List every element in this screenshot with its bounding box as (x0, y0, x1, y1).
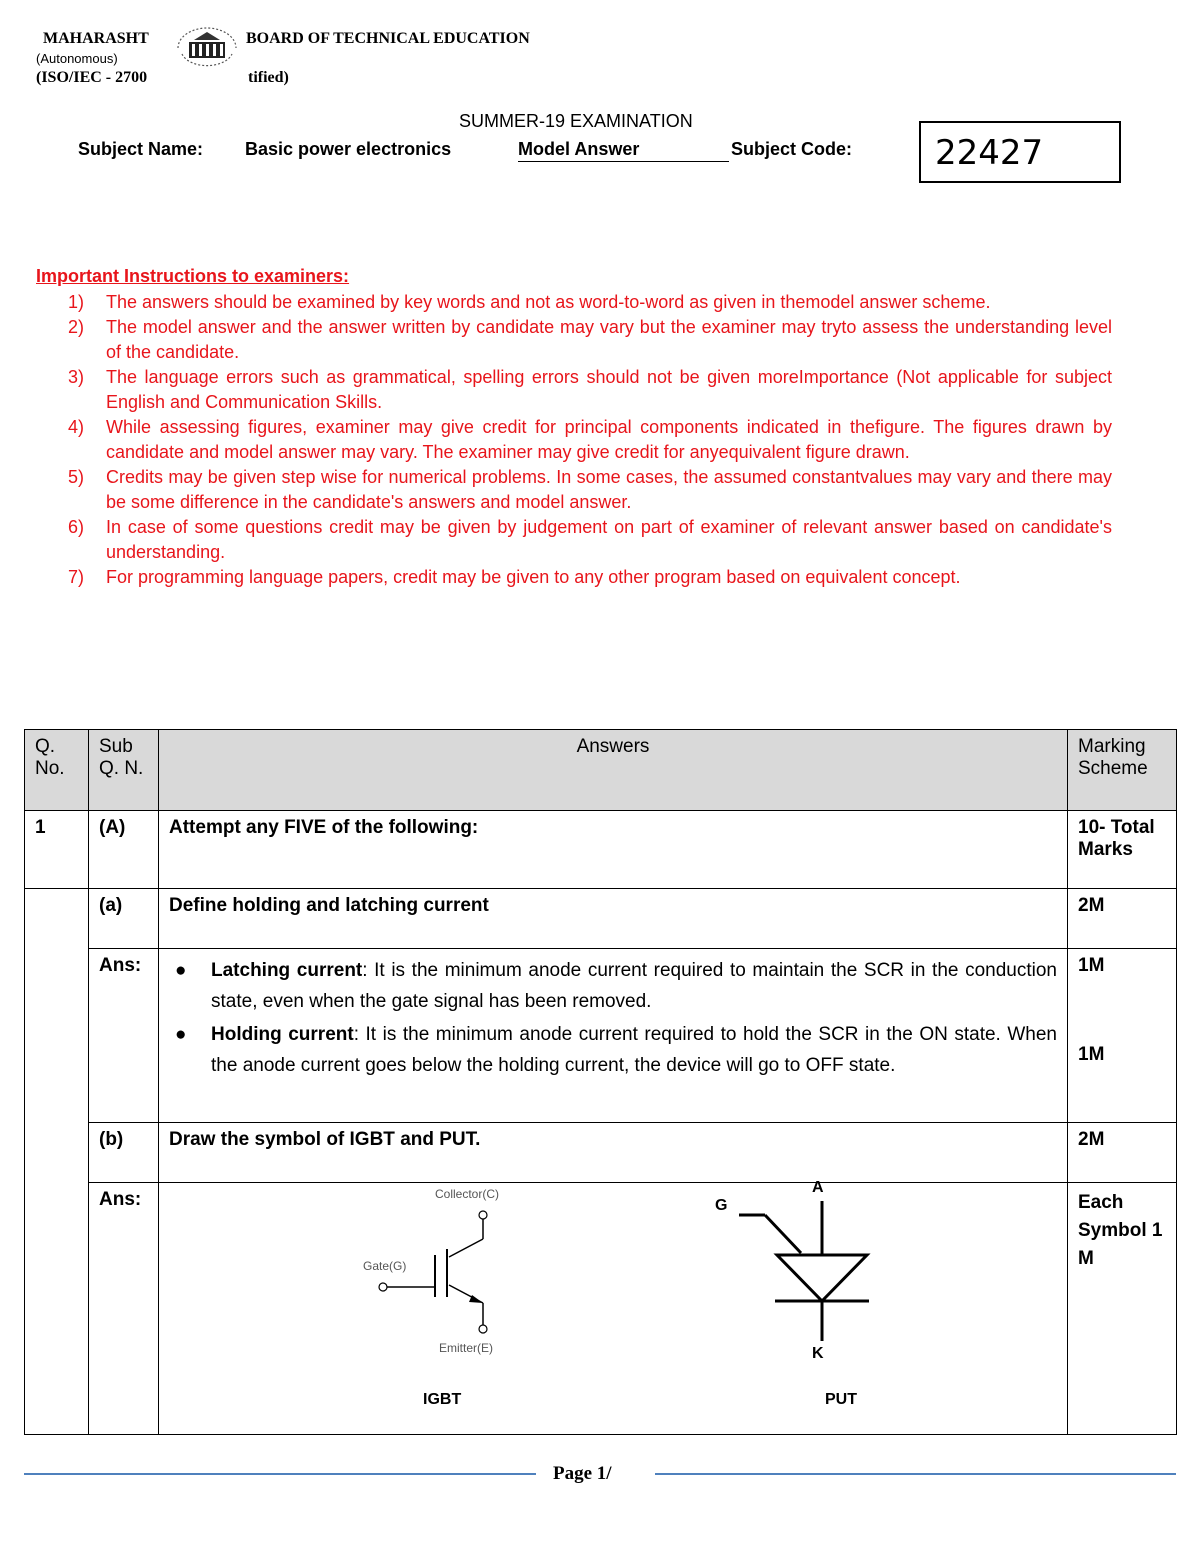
answer-cell (159, 949, 1068, 1123)
page-number: Page 1/ (553, 1463, 612, 1484)
marks: 1M (1078, 955, 1105, 976)
header-q-no: Q. No. (25, 730, 89, 811)
subject-name: Basic power electronics (245, 139, 452, 159)
instruction-item: 4) While assessing figures, examiner may give credit for principal components indicated in thefigure. The figures drawn by candidate and model answer may vary. The examiner may give credit for anyequivalent figure drawn. (68, 417, 1112, 462)
table-row (25, 1123, 1177, 1183)
igbt-collector-label: Collector(C) (435, 1187, 500, 1201)
sub-q: Ans: (89, 1183, 159, 1435)
instruction-item: 3) The language errors such as grammatical, spelling errors should not be given moreImportance (Not applicable for subject English and Communication Skills. (68, 367, 1112, 412)
answer-text: Attempt any FIVE of the following: (159, 811, 1068, 889)
org-name-part1: MAHARASHT (43, 30, 149, 47)
header-marking: Marking Scheme (1068, 730, 1177, 811)
bullet-icon: ● (175, 1024, 187, 1045)
sub-q: (A) (89, 811, 159, 889)
instruction-item: 1) The answers should be examined by key words and not as word-to-word as given in themodel answer scheme. (68, 292, 991, 312)
msbte-logo (172, 24, 242, 70)
instruction-item: 2) The model answer and the answer written by candidate may vary but the examiner may tryto assess the understanding level of the candidate. (68, 317, 1112, 362)
latching-definition: ● Latching current: It is the minimum anode current required to maintain the SCR in the conduction state, even when the gate signal has been removed. (169, 955, 1057, 1017)
sub-q: Ans: (89, 949, 159, 1123)
igbt-caption: IGBT (423, 1391, 462, 1408)
marks-cell (1068, 949, 1177, 1123)
autonomous-label: (Autonomous) (36, 51, 118, 66)
sub-q: (b) (89, 1123, 159, 1183)
symbols-cell (159, 1179, 1068, 1435)
put-cathode-label: K (812, 1345, 824, 1362)
instruction-item: 5) Credits may be given step wise for numerical problems. In some cases, the assumed constantvalues may vary and there may be some difference in the candidate's answers and model answer. (68, 467, 1112, 512)
org-name-part2: BOARD OF TECHNICAL EDUCATION (246, 30, 530, 47)
put-gate-label: G (715, 1197, 728, 1214)
table-row (25, 811, 1177, 889)
header-sub-q: Sub Q. N. (89, 730, 159, 811)
subject-code-label: Subject Code: (731, 139, 853, 159)
bullet-icon: ● (175, 960, 187, 981)
model-answer-text: Model Answer (518, 139, 640, 159)
table-row (25, 889, 1177, 949)
instructions-heading: Important Instructions to examiners: (36, 266, 350, 286)
table-row (25, 1183, 1177, 1435)
question-text: Draw the symbol of IGBT and PUT. (159, 1123, 1068, 1183)
put-symbol (699, 1183, 899, 1383)
igbt-symbol (339, 1187, 539, 1367)
marks: Each Symbol 1 M (1068, 1183, 1177, 1435)
put-caption: PUT (825, 1391, 857, 1408)
igbt-emitter-label: Emitter(E) (439, 1341, 493, 1355)
table-row (25, 949, 1177, 1123)
sub-q: (a) (89, 889, 159, 949)
iso-part2: tified) (248, 69, 289, 86)
put-anode-label: A (812, 1179, 824, 1196)
model-answer-label (518, 139, 729, 162)
marks: 2M (1068, 1123, 1177, 1183)
subject-name-label: Subject Name: (78, 139, 204, 159)
holding-definition: ● Holding current: It is the minimum anode current required to hold the SCR in the ON state. When the anode current goes below the holding current, the device will go to OFF state. (169, 1019, 1057, 1081)
iso-part1: (ISO/IEC - 2700 (36, 69, 148, 86)
marks: 10- Total Marks (1068, 811, 1177, 889)
instruction-item: 6) In case of some questions credit may be given by judgement on part of examiner of relevant answer based on candidate's understanding. (68, 517, 1112, 562)
question-text: Define holding and latching current (159, 889, 1068, 949)
igbt-gate-label: Gate(G) (363, 1259, 407, 1273)
exam-title: SUMMER-19 EXAMINATION (459, 111, 693, 131)
footer-divider-left (24, 1473, 536, 1475)
header-answers: Answers (159, 730, 1068, 811)
q-number: 1 (25, 811, 89, 889)
instruction-item: 7) For programming language papers, credit may be given to any other program based on equivalent concept. (68, 567, 961, 587)
footer-divider-right (655, 1473, 1176, 1475)
marks: 1M (1078, 1044, 1105, 1065)
marks: 2M (1068, 889, 1177, 949)
q-number-empty (25, 889, 89, 1435)
instructions-list (68, 290, 1112, 590)
subject-code-box: 22427 (919, 121, 1121, 183)
table-header-row (25, 730, 1177, 811)
answer-table (24, 729, 1177, 1435)
